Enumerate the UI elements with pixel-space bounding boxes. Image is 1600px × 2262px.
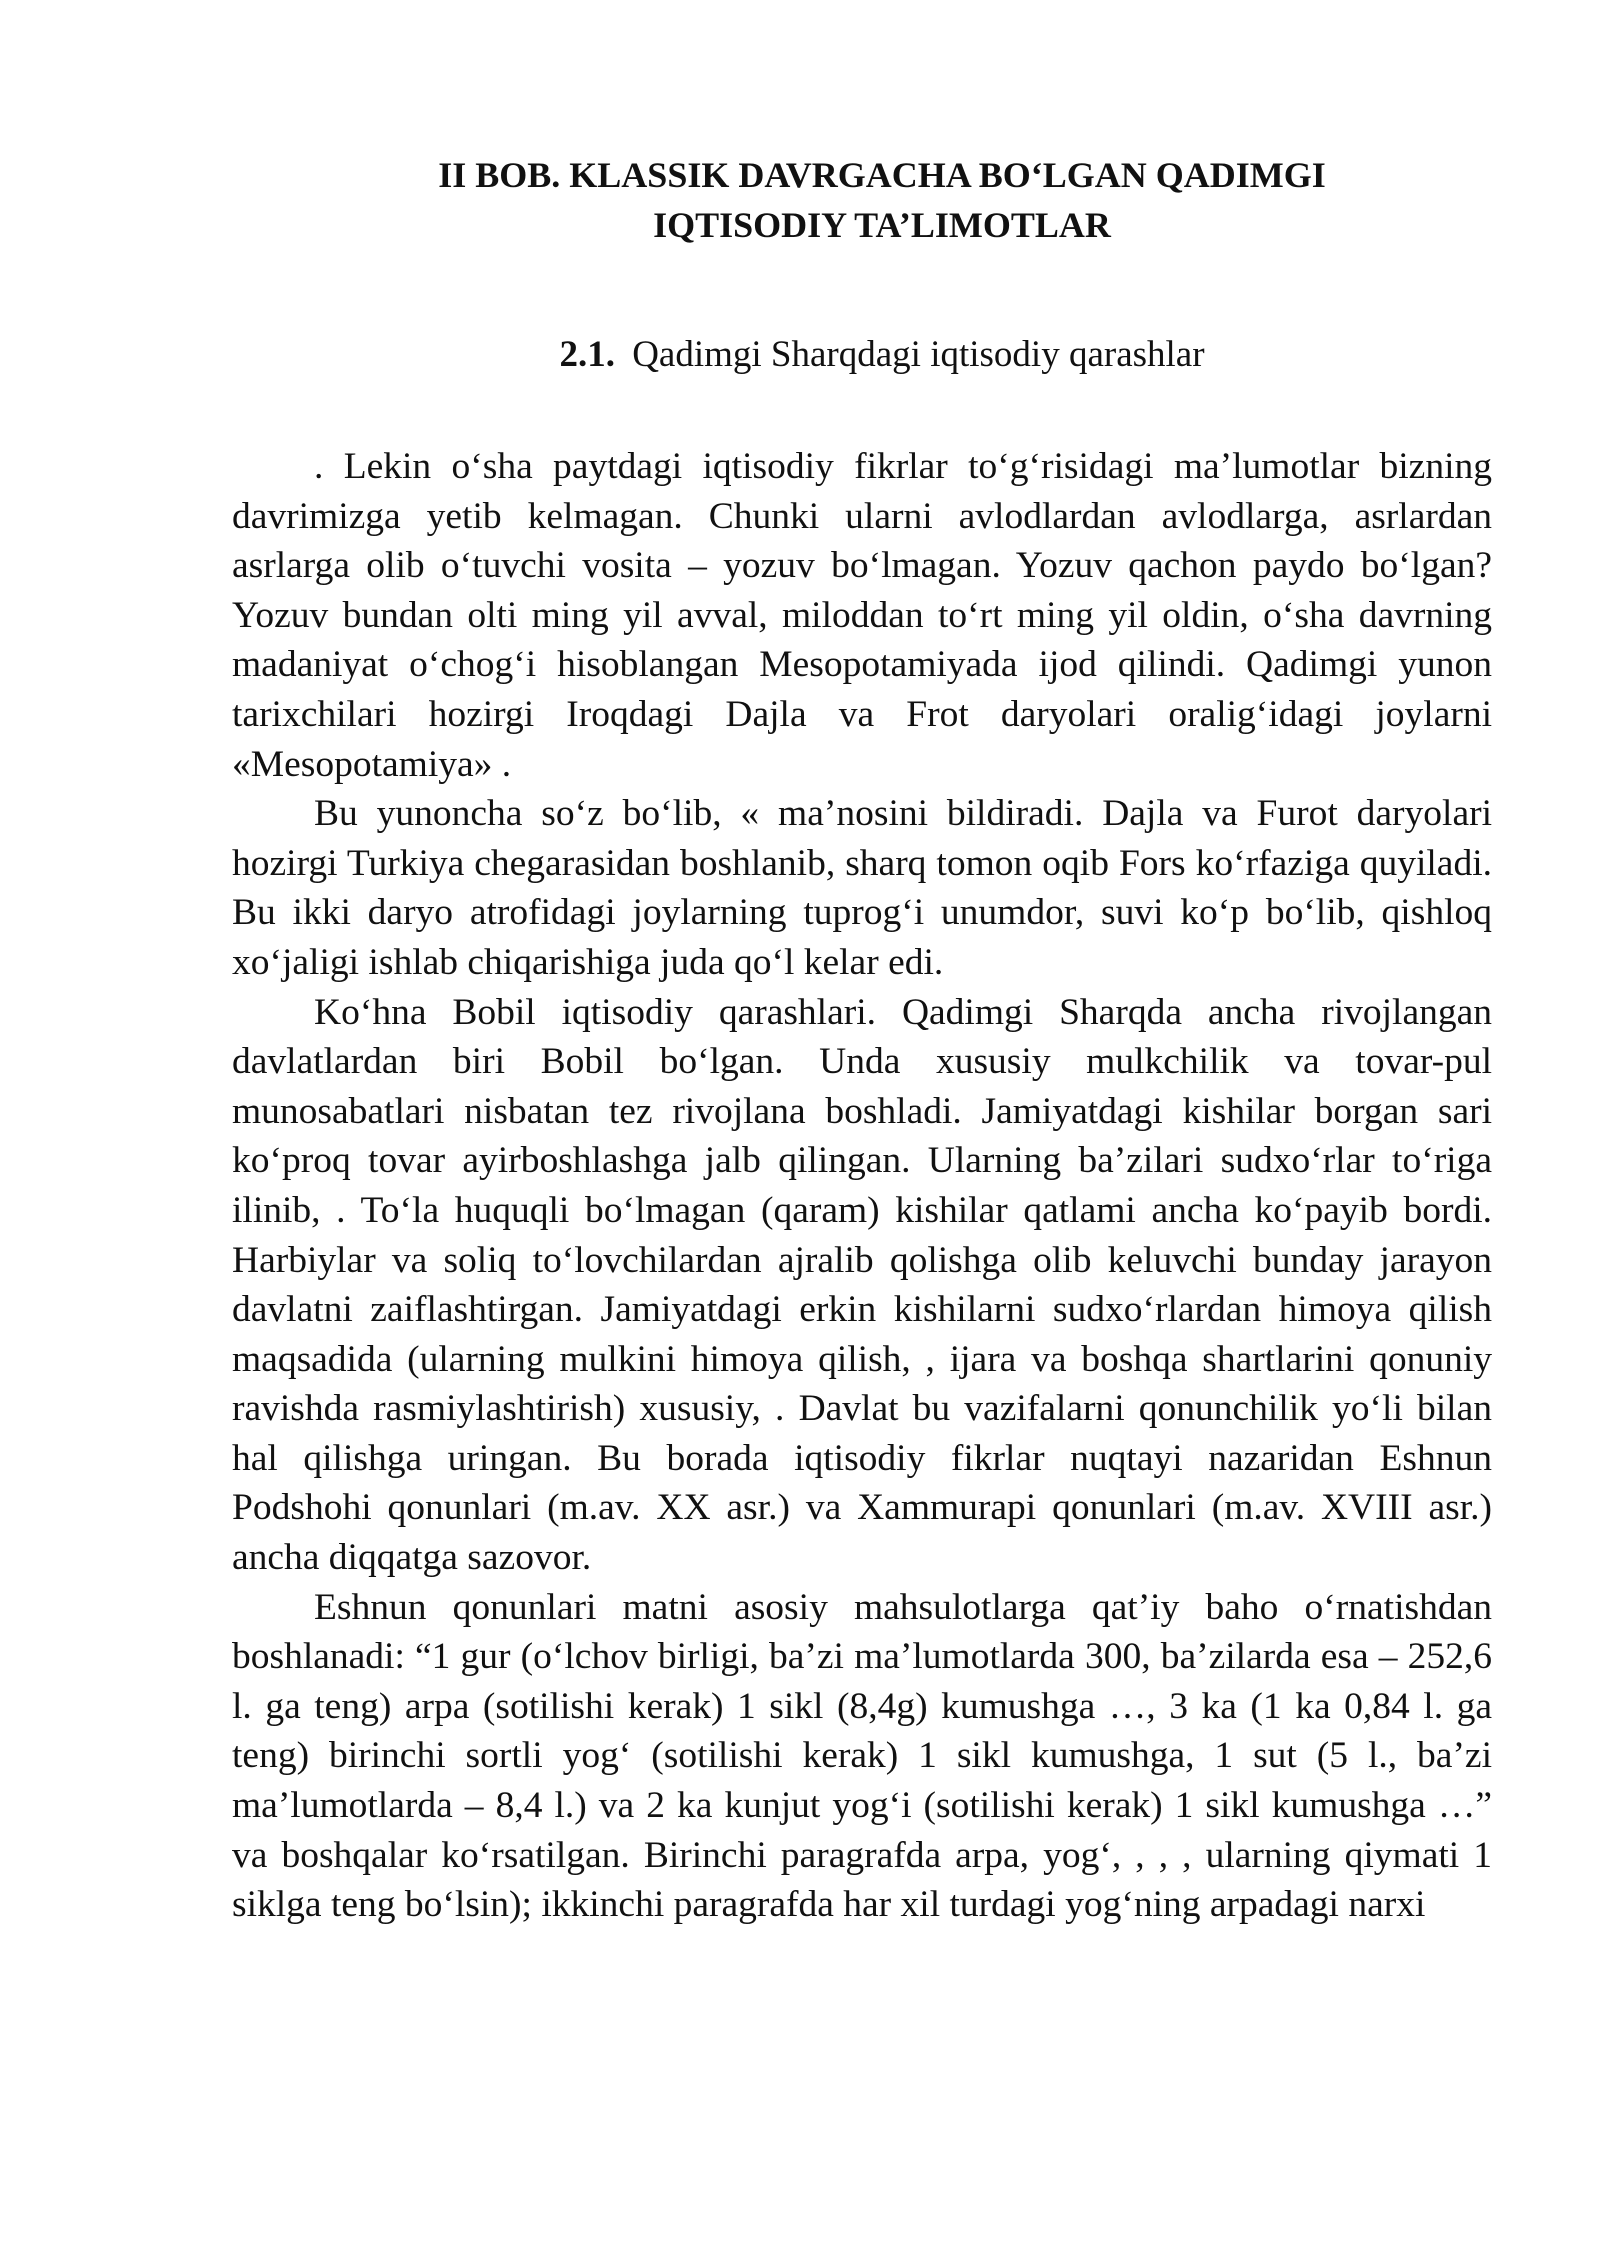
section-title: Qadimgi Sharqdagi iqtisodiy qarashlar <box>632 334 1205 375</box>
section-heading <box>232 330 1492 380</box>
body-text <box>232 442 1492 1930</box>
document-page <box>232 150 1492 1930</box>
paragraph: Ko‘hna Bobil iqtisodiy qarashlari. Qadimgi Sharqda ancha rivojlangan davlatlardan biri Bobil bo‘lgan. Unda xususiy mulkchilik va tovar-pul munosabatlari nisbatan tez rivojlana boshladi. Jamiyatdagi kishilar borgan sari ko‘proq tovar ayirboshlashga jalb qilingan. Ularning ba’zilari sudxo‘rlar to‘riga ilinib, . To‘la huquqli bo‘lmagan (qaram) kishilar qatlami ancha ko‘payib bordi. Harbiylar va soliq to‘lovchilardan ajralib qolishga olib keluvchi bunday jarayon davlatni zaiflashtirgan. Jamiyatdagi erkin kishilarni sudxo‘rlardan himoya qilish maqsadida (ularning mulkini himoya qilish, , ijara va boshqa shartlarini qonuniy ravishda rasmiylashtirish) xususiy, . Davlat bu vazifalarni qonunchilik yo‘li bilan hal qilishga uringan. Bu borada iqtisodiy fikrlar nuqtayi nazaridan Eshnun Podshohi qonunlari (m.av. XX asr.) va Xammurapi qonunlari (m.av. XVIII asr.) ancha diqqatga sazovor. <box>232 991 1492 1579</box>
paragraph: Eshnun qonunlari matni asosiy mahsulotlarga qat’iy baho o‘rnatishdan boshlanadi: “1 gur (o‘lchov birligi, ba’zi ma’lumotlarda 300, ba’zilarda esa – 252,6 l. ga teng) arpa (sotilishi kerak) 1 sikl (8,4g) kumushga …, 3 ka (1 ka 0,84 l. ga teng) birinchi sortli yog‘ (sotilishi kerak) 1 sikl kumushga, 1 sut (5 l., ba’zi ma’lumotlarda – 8,4 l.) va 2 ka kunjut yog‘i (sotilishi kerak) 1 sikl kumushga …” va boshqalar ko‘rsatilgan. Birinchi paragrafda arpa, yog‘, , , , ularning qiymati 1 siklga teng bo‘lsin); ikkinchi paragrafda har xil turdagi yog‘ning arpadagi narxi <box>232 1586 1492 1926</box>
paragraph: . Lekin o‘sha paytdagi iqtisodiy fikrlar to‘g‘risidagi ma’lumotlar bizning davrimizga yetib kelmagan. Chunki ularni avlodlardan avlodlarga, asrlardan asrlarga olib o‘tuvchi vosita – yozuv bo‘lmagan. Yozuv qachon paydo bo‘lgan? Yozuv bundan olti ming yil avval, miloddan to‘rt ming yil oldin, o‘sha davrning madaniyat o‘chog‘i hisoblangan Mesopotamiyada ijod qilindi. Qadimgi yunon tarixchilari hozirgi Iroqdagi Dajla va Frot daryolari oralig‘idagi joylarni «Mesopotamiya» . <box>232 446 1492 785</box>
chapter-title-line-1: II BOB. KLASSIK DAVRGACHA BO‘LGAN QADIMGI <box>438 155 1326 195</box>
chapter-title <box>232 150 1492 250</box>
chapter-title-line-2: IQTISODIY TA’LIMOTLAR <box>653 205 1111 245</box>
section-number: 2.1. <box>559 334 615 375</box>
paragraph: Bu yunoncha so‘z bo‘lib, « ma’nosini bildiradi. Dajla va Furot daryolari hozirgi Turkiya chegarasidan boshlanib, sharq tomon oqib Fors ko‘rfaziga quyiladi. Bu ikki daryo atrofidagi joylarning tuprog‘i unumdor, suvi ko‘p bo‘lib, qishloq xo‘jaligi ishlab chiqarishiga juda qo‘l kelar edi. <box>232 793 1492 983</box>
